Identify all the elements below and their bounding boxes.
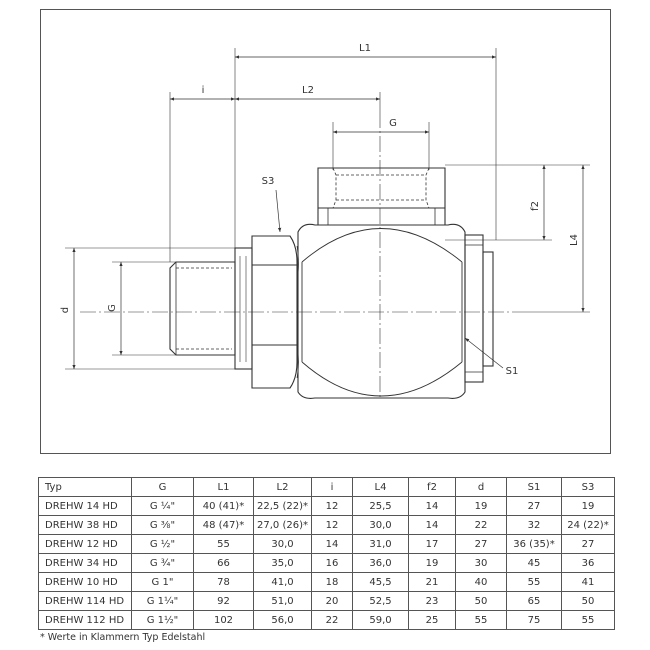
- label-G-left: G: [107, 304, 118, 312]
- table-cell: 65: [507, 592, 562, 611]
- table-cell: 25: [409, 611, 456, 630]
- table-cell: 30,0: [353, 516, 409, 535]
- table-cell: 22: [312, 611, 353, 630]
- label-S3: S3: [261, 176, 275, 187]
- table-cell: 27: [507, 497, 562, 516]
- table-cell: 17: [409, 535, 456, 554]
- table-cell: 24 (22)*: [562, 516, 615, 535]
- column-header: L1: [194, 478, 254, 497]
- table-cell: 32: [507, 516, 562, 535]
- table-cell: DREHW 112 HD: [39, 611, 132, 630]
- column-header: L4: [353, 478, 409, 497]
- table-cell: 25,5: [353, 497, 409, 516]
- table-cell: 50: [456, 592, 507, 611]
- table-cell: 18: [312, 573, 353, 592]
- top-threaded-boss: [318, 168, 445, 225]
- table-cell: G ½": [132, 535, 194, 554]
- table-cell: 16: [312, 554, 353, 573]
- label-d: d: [60, 306, 71, 314]
- table-cell: 52,5: [353, 592, 409, 611]
- table-cell: G ¼": [132, 497, 194, 516]
- table-cell: 45: [507, 554, 562, 573]
- table-cell: 35,0: [254, 554, 312, 573]
- table-row: [39, 573, 615, 592]
- thread-collar: [235, 248, 252, 369]
- column-header: d: [456, 478, 507, 497]
- table-cell: 36,0: [353, 554, 409, 573]
- label-L2: L2: [302, 85, 314, 96]
- table-cell: 59,0: [353, 611, 409, 630]
- column-header: S3: [562, 478, 615, 497]
- table-cell: 22,5 (22)*: [254, 497, 312, 516]
- table-cell: G 1¼": [132, 592, 194, 611]
- table-cell: 21: [409, 573, 456, 592]
- table-cell: G 1½": [132, 611, 194, 630]
- table-row: [39, 592, 615, 611]
- table-cell: 19: [562, 497, 615, 516]
- label-G-top: G: [389, 118, 397, 129]
- table-cell: DREHW 10 HD: [39, 573, 132, 592]
- table-cell: G ⅜": [132, 516, 194, 535]
- table-cell: 75: [507, 611, 562, 630]
- table-cell: 14: [312, 535, 353, 554]
- column-header: i: [312, 478, 353, 497]
- table-cell: G ¾": [132, 554, 194, 573]
- S1-leader-line: [465, 338, 503, 368]
- table-header-row: [39, 478, 615, 497]
- table-cell: 19: [409, 554, 456, 573]
- table-row: [39, 611, 615, 630]
- table-cell: 50: [562, 592, 615, 611]
- table-cell: DREHW 38 HD: [39, 516, 132, 535]
- table-cell: 12: [312, 497, 353, 516]
- label-i: i: [201, 85, 205, 96]
- right-end-cap: [465, 235, 493, 382]
- table-cell: 102: [194, 611, 254, 630]
- table-cell: 48 (47)*: [194, 516, 254, 535]
- column-header: L2: [254, 478, 312, 497]
- table-cell: 19: [456, 497, 507, 516]
- table-cell: 41,0: [254, 573, 312, 592]
- table-row: [39, 516, 615, 535]
- male-thread: [170, 262, 235, 355]
- table-cell: 55: [507, 573, 562, 592]
- table-cell: 14: [409, 516, 456, 535]
- table-cell: 40: [456, 573, 507, 592]
- label-L4: L4: [569, 234, 580, 246]
- table-cell: 14: [409, 497, 456, 516]
- table-cell: 92: [194, 592, 254, 611]
- table-cell: 55: [194, 535, 254, 554]
- column-header: Typ: [39, 478, 132, 497]
- column-header: S1: [507, 478, 562, 497]
- table-cell: 41: [562, 573, 615, 592]
- S3-leader-line: [276, 190, 280, 232]
- table-cell: 30,0: [254, 535, 312, 554]
- table-cell: 31,0: [353, 535, 409, 554]
- table-cell: 55: [456, 611, 507, 630]
- table-row: [39, 554, 615, 573]
- table-cell: 51,0: [254, 592, 312, 611]
- label-L1: L1: [359, 43, 371, 54]
- table-cell: 20: [312, 592, 353, 611]
- table-cell: 27: [562, 535, 615, 554]
- table-row: [39, 497, 615, 516]
- table-cell: 27: [456, 535, 507, 554]
- table-cell: 22: [456, 516, 507, 535]
- table-cell: DREHW 114 HD: [39, 592, 132, 611]
- table-cell: DREHW 34 HD: [39, 554, 132, 573]
- table-cell: 45,5: [353, 573, 409, 592]
- label-f2: f2: [530, 201, 541, 211]
- table-cell: 56,0: [254, 611, 312, 630]
- table-cell: DREHW 12 HD: [39, 535, 132, 554]
- table-cell: G 1": [132, 573, 194, 592]
- table-cell: 36 (35)*: [507, 535, 562, 554]
- spherical-body: [298, 224, 465, 398]
- dimensions-table: [38, 477, 615, 630]
- column-header: G: [132, 478, 194, 497]
- table-cell: DREHW 14 HD: [39, 497, 132, 516]
- table-cell: 27,0 (26)*: [254, 516, 312, 535]
- table-row: [39, 535, 615, 554]
- table-cell: 36: [562, 554, 615, 573]
- column-header: f2: [409, 478, 456, 497]
- label-S1: S1: [505, 366, 519, 377]
- table-cell: 78: [194, 573, 254, 592]
- table-cell: 12: [312, 516, 353, 535]
- table-cell: 55: [562, 611, 615, 630]
- footnote: * Werte in Klammern Typ Edelstahl: [40, 632, 206, 643]
- table-cell: 66: [194, 554, 254, 573]
- table-cell: 23: [409, 592, 456, 611]
- table-cell: 40 (41)*: [194, 497, 254, 516]
- table-cell: 30: [456, 554, 507, 573]
